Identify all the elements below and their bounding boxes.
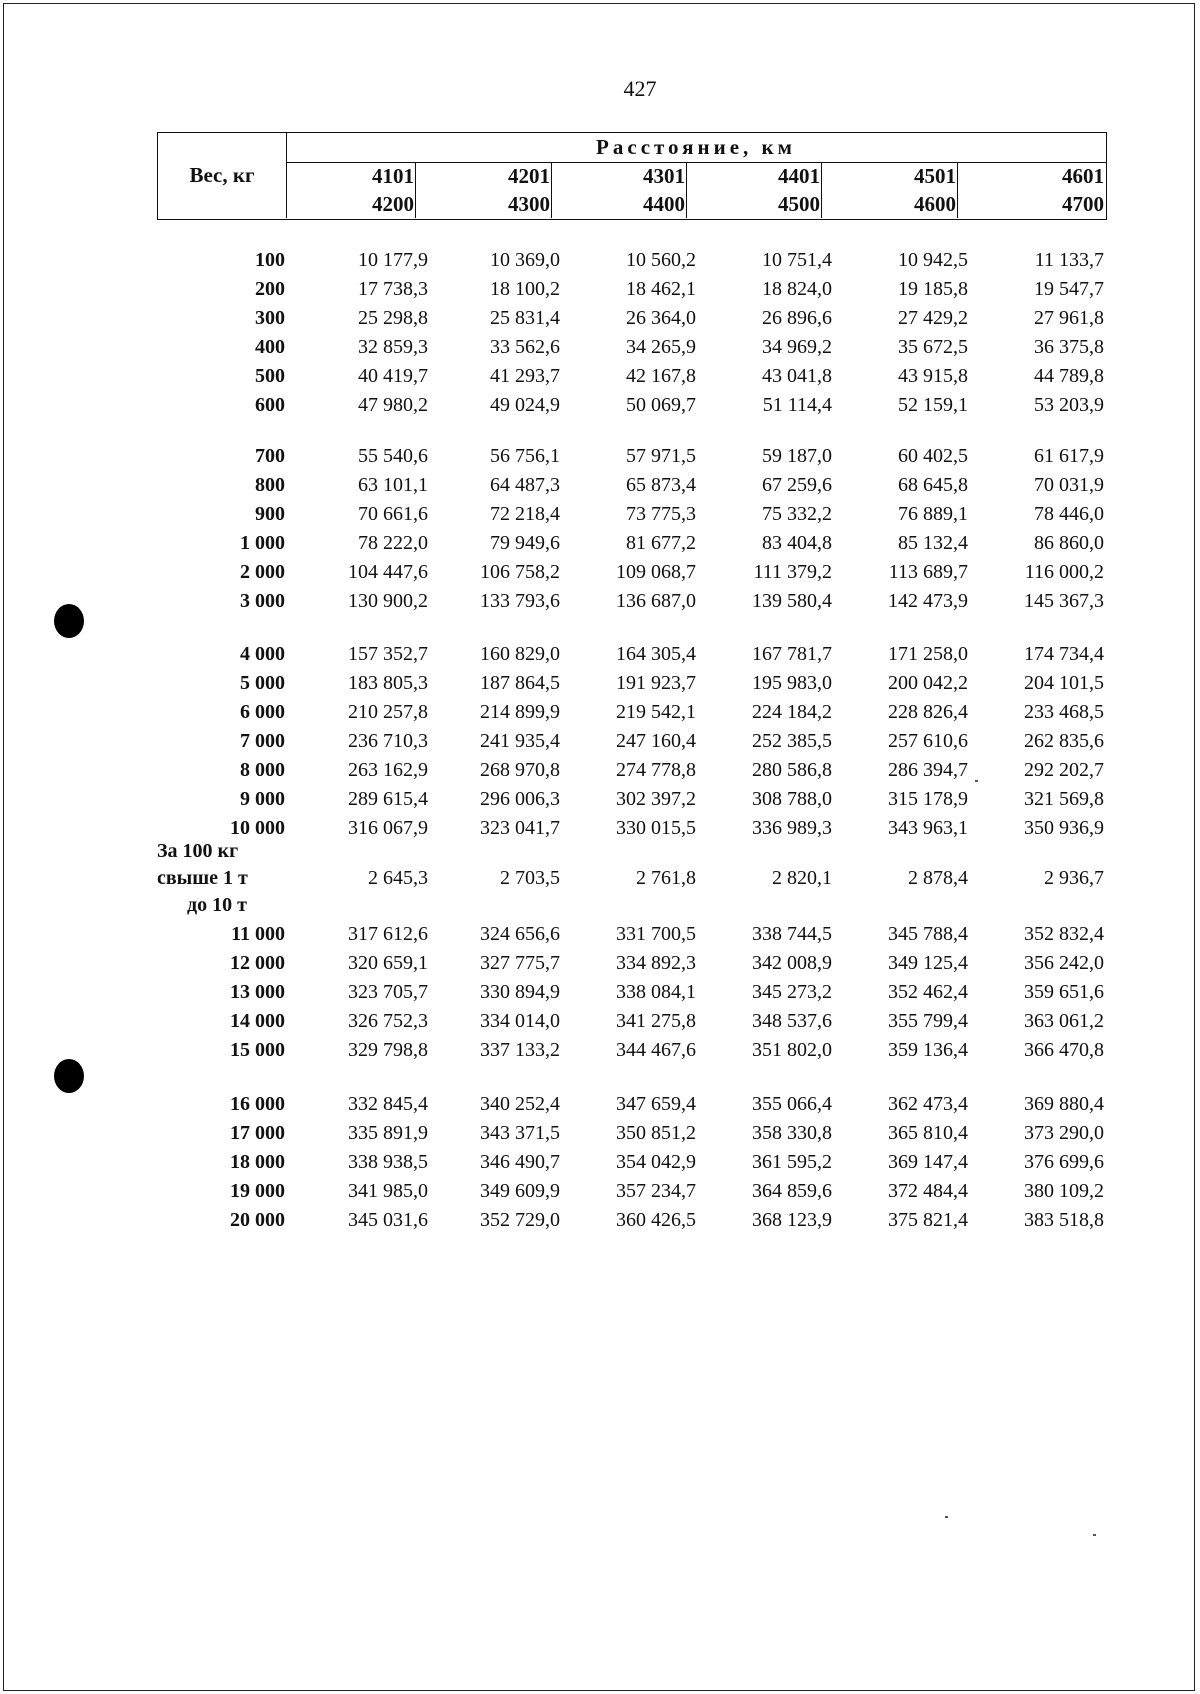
- weight-cell: 3 000: [240, 590, 285, 612]
- value-cell: 167 781,7: [752, 643, 832, 665]
- value-cell: 346 490,7: [480, 1151, 560, 1173]
- value-cell: 65 873,4: [626, 474, 696, 496]
- value-cell: 81 677,2: [626, 532, 696, 554]
- value-cell: 320 659,1: [348, 952, 428, 974]
- value-cell: 372 484,4: [888, 1180, 968, 1202]
- weight-cell: 700: [255, 445, 285, 467]
- table-row: [0, 727, 1200, 756]
- value-cell: 348 537,6: [752, 1010, 832, 1032]
- value-cell: 347 659,4: [616, 1093, 696, 1115]
- value-cell: 17 738,3: [358, 278, 428, 300]
- value-cell: 341 275,8: [616, 1010, 696, 1032]
- value-cell: 354 042,9: [616, 1151, 696, 1173]
- value-cell: 85 132,4: [898, 532, 968, 554]
- weight-column-header: Вес, кг: [158, 133, 287, 218]
- weight-cell: 19 000: [230, 1180, 285, 1202]
- value-cell: 334 892,3: [616, 952, 696, 974]
- value-cell: 383 518,8: [1024, 1209, 1104, 1231]
- value-cell: 51 114,4: [762, 394, 832, 416]
- value-cell: 263 162,9: [348, 759, 428, 781]
- distance-range-header: [286, 162, 416, 218]
- value-cell: 352 462,4: [888, 981, 968, 1003]
- value-cell: 355 066,4: [752, 1093, 832, 1115]
- value-cell: 338 744,5: [752, 923, 832, 945]
- value-cell: 327 775,7: [480, 952, 560, 974]
- value-cell: 33 562,6: [490, 336, 560, 358]
- range-from: 4101: [372, 164, 414, 188]
- value-cell: 302 397,2: [616, 788, 696, 810]
- per-100kg-value: 2 936,7: [1044, 867, 1104, 889]
- value-cell: 70 661,6: [358, 503, 428, 525]
- value-cell: 308 788,0: [752, 788, 832, 810]
- value-cell: 50 069,7: [626, 394, 696, 416]
- value-cell: 335 891,9: [348, 1122, 428, 1144]
- value-cell: 359 136,4: [888, 1039, 968, 1061]
- value-cell: 139 580,4: [752, 590, 832, 612]
- weight-cell: 15 000: [230, 1039, 285, 1061]
- value-cell: 337 133,2: [480, 1039, 560, 1061]
- value-cell: 268 970,8: [480, 759, 560, 781]
- value-cell: 195 983,0: [752, 672, 832, 694]
- value-cell: 25 298,8: [358, 307, 428, 329]
- value-cell: 111 379,2: [753, 561, 832, 583]
- weight-cell: 7 000: [240, 730, 285, 752]
- weight-cell: 5 000: [240, 672, 285, 694]
- value-cell: 364 859,6: [752, 1180, 832, 1202]
- value-cell: 18 462,1: [626, 278, 696, 300]
- value-cell: 355 799,4: [888, 1010, 968, 1032]
- value-cell: 27 961,8: [1034, 307, 1104, 329]
- value-cell: 104 447,6: [348, 561, 428, 583]
- value-cell: 76 889,1: [898, 503, 968, 525]
- value-cell: 183 805,3: [348, 672, 428, 694]
- value-cell: 130 900,2: [348, 590, 428, 612]
- value-cell: 210 257,8: [348, 701, 428, 723]
- value-cell: 19 185,8: [898, 278, 968, 300]
- table-row: [0, 1036, 1200, 1065]
- scan-speck: [945, 1516, 948, 1518]
- value-cell: 116 000,2: [1024, 561, 1104, 583]
- value-cell: 10 177,9: [358, 249, 428, 271]
- distance-range-header: [416, 162, 552, 218]
- value-cell: 109 068,7: [616, 561, 696, 583]
- value-cell: 324 656,6: [480, 923, 560, 945]
- value-cell: 61 617,9: [1034, 445, 1104, 467]
- table-row: [0, 500, 1200, 529]
- value-cell: 373 290,0: [1024, 1122, 1104, 1144]
- value-cell: 164 305,4: [616, 643, 696, 665]
- value-cell: 351 802,0: [752, 1039, 832, 1061]
- value-cell: 262 835,6: [1024, 730, 1104, 752]
- value-cell: 274 778,8: [616, 759, 696, 781]
- value-cell: 330 894,9: [480, 981, 560, 1003]
- value-cell: 18 824,0: [762, 278, 832, 300]
- value-cell: 365 810,4: [888, 1122, 968, 1144]
- value-cell: 356 242,0: [1024, 952, 1104, 974]
- table-row: [0, 669, 1200, 698]
- value-cell: 19 547,7: [1034, 278, 1104, 300]
- weight-cell: 2 000: [240, 561, 285, 583]
- distance-header: Расстояние, км: [286, 133, 1106, 163]
- distance-range-header: [822, 162, 958, 218]
- value-cell: 79 949,6: [490, 532, 560, 554]
- value-cell: 78 222,0: [358, 532, 428, 554]
- value-cell: 55 540,6: [358, 445, 428, 467]
- table-row: [0, 640, 1200, 669]
- weight-cell: 11 000: [231, 923, 285, 945]
- weight-cell: 12 000: [230, 952, 285, 974]
- value-cell: 41 293,7: [490, 365, 560, 387]
- value-cell: 323 041,7: [480, 817, 560, 839]
- weight-cell: 4 000: [240, 643, 285, 665]
- value-cell: 343 371,5: [480, 1122, 560, 1144]
- value-cell: 329 798,8: [348, 1039, 428, 1061]
- value-cell: 344 467,6: [616, 1039, 696, 1061]
- weight-cell: 18 000: [230, 1151, 285, 1173]
- table-row: [0, 442, 1200, 471]
- value-cell: 340 252,4: [480, 1093, 560, 1115]
- value-cell: 53 203,9: [1034, 394, 1104, 416]
- value-cell: 57 971,5: [626, 445, 696, 467]
- value-cell: 359 651,6: [1024, 981, 1104, 1003]
- value-cell: 228 826,4: [888, 701, 968, 723]
- weight-cell: 6 000: [240, 701, 285, 723]
- value-cell: 191 923,7: [616, 672, 696, 694]
- value-cell: 56 756,1: [490, 445, 560, 467]
- value-cell: 334 014,0: [480, 1010, 560, 1032]
- weight-cell: 16 000: [230, 1093, 285, 1115]
- value-cell: 49 024,9: [490, 394, 560, 416]
- value-cell: 70 031,9: [1034, 474, 1104, 496]
- scan-speck: [1093, 1534, 1096, 1536]
- value-cell: 357 234,7: [616, 1180, 696, 1202]
- value-cell: 136 687,0: [616, 590, 696, 612]
- per-100kg-value: 2 703,5: [500, 867, 560, 889]
- table-row: [0, 529, 1200, 558]
- value-cell: 376 699,6: [1024, 1151, 1104, 1173]
- distance-range-header: [958, 162, 1105, 218]
- value-cell: 321 569,8: [1024, 788, 1104, 810]
- value-cell: 26 896,6: [762, 307, 832, 329]
- value-cell: 174 734,4: [1024, 643, 1104, 665]
- value-cell: 323 705,7: [348, 981, 428, 1003]
- range-from: 4601: [1062, 164, 1104, 188]
- table-row: [0, 558, 1200, 587]
- value-cell: 361 595,2: [752, 1151, 832, 1173]
- value-cell: 349 609,9: [480, 1180, 560, 1202]
- value-cell: 375 821,4: [888, 1209, 968, 1231]
- value-cell: 43 041,8: [762, 365, 832, 387]
- value-cell: 44 789,8: [1034, 365, 1104, 387]
- value-cell: 18 100,2: [490, 278, 560, 300]
- weight-cell: 9 000: [240, 788, 285, 810]
- weight-cell: 500: [255, 365, 285, 387]
- value-cell: 73 775,3: [626, 503, 696, 525]
- range-to: 4700: [1062, 192, 1104, 216]
- value-cell: 289 615,4: [348, 788, 428, 810]
- range-to: 4500: [778, 192, 820, 216]
- table-row: [0, 246, 1200, 275]
- table-row: [0, 362, 1200, 391]
- value-cell: 60 402,5: [898, 445, 968, 467]
- table-row: [0, 471, 1200, 500]
- value-cell: 10 751,4: [762, 249, 832, 271]
- per-100kg-label-line: свыше 1 т: [157, 867, 248, 889]
- range-from: 4301: [643, 164, 685, 188]
- value-cell: 369 880,4: [1024, 1093, 1104, 1115]
- weight-cell: 900: [255, 503, 285, 525]
- value-cell: 64 487,3: [490, 474, 560, 496]
- value-cell: 257 610,6: [888, 730, 968, 752]
- value-cell: 224 184,2: [752, 701, 832, 723]
- value-cell: 145 367,3: [1024, 590, 1104, 612]
- weight-cell: 13 000: [230, 981, 285, 1003]
- value-cell: 349 125,4: [888, 952, 968, 974]
- range-to: 4200: [372, 192, 414, 216]
- value-cell: 160 829,0: [480, 643, 560, 665]
- value-cell: 233 468,5: [1024, 701, 1104, 723]
- range-to: 4300: [508, 192, 550, 216]
- value-cell: 352 729,0: [480, 1209, 560, 1231]
- value-cell: 280 586,8: [752, 759, 832, 781]
- value-cell: 113 689,7: [888, 561, 968, 583]
- per-100kg-value: 2 878,4: [908, 867, 968, 889]
- value-cell: 59 187,0: [762, 445, 832, 467]
- value-cell: 342 008,9: [752, 952, 832, 974]
- table-row: [0, 1007, 1200, 1036]
- value-cell: 26 364,0: [626, 307, 696, 329]
- value-cell: 330 015,5: [616, 817, 696, 839]
- value-cell: 369 147,4: [888, 1151, 968, 1173]
- table-row: [0, 1090, 1200, 1119]
- per-100kg-label-line: до 10 т: [187, 894, 247, 916]
- range-from: 4401: [778, 164, 820, 188]
- value-cell: 63 101,1: [358, 474, 428, 496]
- value-cell: 363 061,2: [1024, 1010, 1104, 1032]
- value-cell: 241 935,4: [480, 730, 560, 752]
- value-cell: 10 942,5: [898, 249, 968, 271]
- value-cell: 292 202,7: [1024, 759, 1104, 781]
- value-cell: 252 385,5: [752, 730, 832, 752]
- value-cell: 338 084,1: [616, 981, 696, 1003]
- per-100kg-label: [157, 838, 285, 919]
- per-100kg-value: 2 761,8: [636, 867, 696, 889]
- value-cell: 286 394,7: [888, 759, 968, 781]
- table-row: [0, 275, 1200, 304]
- table-row: [0, 391, 1200, 420]
- weight-cell: 14 000: [230, 1010, 285, 1032]
- value-cell: 47 980,2: [358, 394, 428, 416]
- value-cell: 200 042,2: [888, 672, 968, 694]
- value-cell: 345 031,6: [348, 1209, 428, 1231]
- per-100kg-value: 2 820,1: [772, 867, 832, 889]
- weight-cell: 20 000: [230, 1209, 285, 1231]
- value-cell: 36 375,8: [1034, 336, 1104, 358]
- value-cell: 43 915,8: [898, 365, 968, 387]
- weight-cell: 8 000: [240, 759, 285, 781]
- value-cell: 83 404,8: [762, 532, 832, 554]
- value-cell: 214 899,9: [480, 701, 560, 723]
- weight-cell: 100: [255, 249, 285, 271]
- value-cell: 317 612,6: [348, 923, 428, 945]
- table-row: [0, 1206, 1200, 1235]
- table-row: [0, 304, 1200, 333]
- value-cell: 341 985,0: [348, 1180, 428, 1202]
- value-cell: 326 752,3: [348, 1010, 428, 1032]
- table-row: [0, 756, 1200, 785]
- value-cell: 52 159,1: [898, 394, 968, 416]
- value-cell: 350 851,2: [616, 1122, 696, 1144]
- value-cell: 106 758,2: [480, 561, 560, 583]
- value-cell: 32 859,3: [358, 336, 428, 358]
- value-cell: 352 832,4: [1024, 923, 1104, 945]
- weight-cell: 200: [255, 278, 285, 300]
- value-cell: 315 178,9: [888, 788, 968, 810]
- table-row: [0, 920, 1200, 949]
- value-cell: 336 989,3: [752, 817, 832, 839]
- distance-range-header: [552, 162, 687, 218]
- value-cell: 247 160,4: [616, 730, 696, 752]
- value-cell: 366 470,8: [1024, 1039, 1104, 1061]
- table-row: [0, 949, 1200, 978]
- value-cell: 35 672,5: [898, 336, 968, 358]
- weight-cell: 17 000: [230, 1122, 285, 1144]
- value-cell: 171 258,0: [888, 643, 968, 665]
- table-row: [0, 333, 1200, 362]
- value-cell: 40 419,7: [358, 365, 428, 387]
- table-row: [0, 978, 1200, 1007]
- value-cell: 187 864,5: [480, 672, 560, 694]
- value-cell: 157 352,7: [348, 643, 428, 665]
- value-cell: 34 265,9: [626, 336, 696, 358]
- value-cell: 350 936,9: [1024, 817, 1104, 839]
- table-row: [0, 1119, 1200, 1148]
- value-cell: 72 218,4: [490, 503, 560, 525]
- value-cell: 75 332,2: [762, 503, 832, 525]
- weight-cell: 300: [255, 307, 285, 329]
- value-cell: 296 006,3: [480, 788, 560, 810]
- range-to: 4600: [914, 192, 956, 216]
- value-cell: 25 831,4: [490, 307, 560, 329]
- value-cell: 86 860,0: [1034, 532, 1104, 554]
- value-cell: 316 067,9: [348, 817, 428, 839]
- weight-cell: 10 000: [230, 817, 285, 839]
- weight-cell: 800: [255, 474, 285, 496]
- range-to: 4400: [643, 192, 685, 216]
- value-cell: 345 788,4: [888, 923, 968, 945]
- value-cell: 236 710,3: [348, 730, 428, 752]
- weight-cell: 600: [255, 394, 285, 416]
- table-row: [0, 698, 1200, 727]
- value-cell: 204 101,5: [1024, 672, 1104, 694]
- per-100kg-value: 2 645,3: [368, 867, 428, 889]
- value-cell: 133 793,6: [480, 590, 560, 612]
- value-cell: 34 969,2: [762, 336, 832, 358]
- value-cell: 368 123,9: [752, 1209, 832, 1231]
- value-cell: 11 133,7: [1034, 249, 1104, 271]
- table-row: [0, 1148, 1200, 1177]
- distance-range-header: [687, 162, 822, 218]
- value-cell: 10 369,0: [490, 249, 560, 271]
- value-cell: 380 109,2: [1024, 1180, 1104, 1202]
- table-row: [0, 1177, 1200, 1206]
- value-cell: 362 473,4: [888, 1093, 968, 1115]
- range-from: 4201: [508, 164, 550, 188]
- value-cell: 67 259,6: [762, 474, 832, 496]
- value-cell: 358 330,8: [752, 1122, 832, 1144]
- value-cell: 360 426,5: [616, 1209, 696, 1231]
- value-cell: 68 645,8: [898, 474, 968, 496]
- table-row: [0, 785, 1200, 814]
- value-cell: 345 273,2: [752, 981, 832, 1003]
- table-row: [0, 587, 1200, 616]
- weight-cell: 1 000: [240, 532, 285, 554]
- value-cell: 10 560,2: [626, 249, 696, 271]
- value-cell: 142 473,9: [888, 590, 968, 612]
- value-cell: 42 167,8: [626, 365, 696, 387]
- value-cell: 331 700,5: [616, 923, 696, 945]
- weight-cell: 400: [255, 336, 285, 358]
- page-number: 427: [623, 76, 657, 101]
- value-cell: 219 542,1: [616, 701, 696, 723]
- value-cell: 78 446,0: [1034, 503, 1104, 525]
- value-cell: 343 963,1: [888, 817, 968, 839]
- value-cell: 332 845,4: [348, 1093, 428, 1115]
- value-cell: 27 429,2: [898, 307, 968, 329]
- table-header: [157, 132, 1107, 220]
- value-cell: 338 938,5: [348, 1151, 428, 1173]
- per-100kg-label-line: За 100 кг: [157, 840, 239, 862]
- range-from: 4501: [914, 164, 956, 188]
